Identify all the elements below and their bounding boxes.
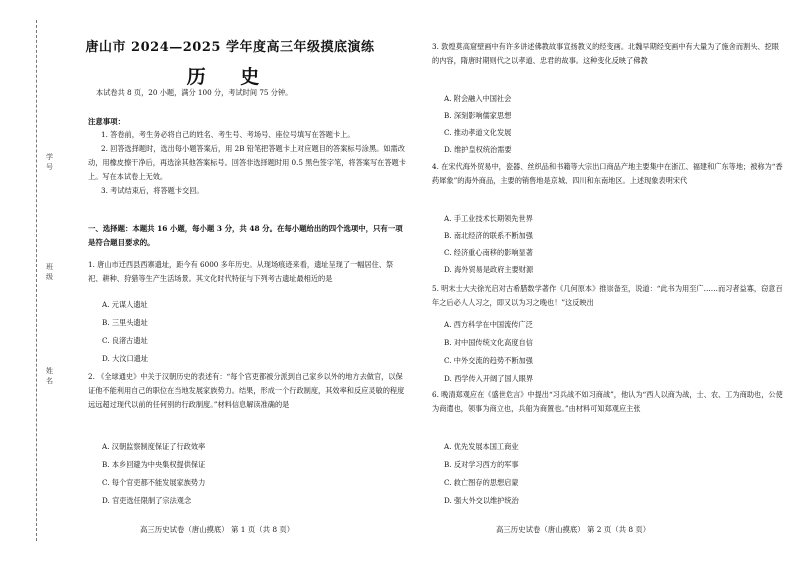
- question-3-option-c: C. 推动孝道文化发展: [444, 128, 512, 137]
- question-3-option-d: D. 维护皇权统治需要: [444, 145, 512, 154]
- question-2-stem: 2. 《全球通史》中关于汉朝历史的表述有：“每个官吏都被分派到自己家乡以外的地方去做官，以保证他不能利用自己的职位在当地发展家族势力。结果，形成一个行政制度，其效率和反应灵敏的程度远远超过现代以前的任何别的行政制度。”材料信息解读准确的是: [88, 372, 405, 409]
- binding-dashed-line: [36, 20, 37, 541]
- notice-heading: 注意事项：: [88, 117, 125, 126]
- question-3-option-b: B. 深刻影响儒家思想: [444, 111, 512, 120]
- question-1-option-b: B. 三里头遗址: [102, 318, 148, 327]
- question-1-option-d: D. 大汶口遗址: [102, 354, 149, 363]
- question-3-stem: 3. 敦煌莫高窟壁画中有许多讲述佛教故事宣扬教义的经变画。北魏早期经变画中有大量为了施舍而割头、挖眼的内容，隋唐时期则代之以孝道、忠君的故事。这种变化反映了佛教: [432, 42, 779, 65]
- page-2: [410, 0, 794, 561]
- exam-title: 唐山市 2024—2025 学年度高三年级摸底演练: [85, 40, 375, 55]
- exam-meta: 本试卷共 8 页，20 小题，满分 100 分，考试时间 75 分钟。: [96, 88, 293, 97]
- question-4-option-a: A. 手工业技术长期领先世界: [444, 214, 533, 223]
- question-2-option-b: B. 本乡回避为中央集权提供保证: [102, 460, 206, 469]
- binding-label-class: 班 级: [46, 263, 53, 281]
- notice-item: 3. 考试结束后，将答题卡交回。: [101, 186, 204, 195]
- question-2-option-c: C. 每个官吏都不能发展家族势力: [102, 478, 206, 487]
- question-5-stem: 5. 明末士大夫徐光启对古希腊数学著作《几何原本》推崇备至，说道：“此书为用至广……而习者益寡，窃意百年之后必人人习之，即又以为习之晚也！”这反映出: [432, 284, 783, 307]
- question-2-option-a: A. 汉朝监察制度保证了行政效率: [102, 442, 206, 451]
- question-3-option-a: A. 附会融入中国社会: [444, 94, 512, 103]
- question-5-option-a: A. 西方科学在中国流传广泛: [444, 320, 533, 329]
- binding-label-name: 姓 名: [46, 367, 53, 385]
- question-5-option-b: B. 对中国传统文化高度自信: [444, 338, 533, 347]
- question-1-option-c: C. 良渚古遗址: [102, 336, 148, 345]
- question-6-option-d: D. 强大外交以维护统治: [444, 496, 519, 505]
- notice-item: 2. 回答选择题时，选出每小题答案后，用 2B 铅笔把答题卡上对应题目的答案标号涂黑。如需改动，用橡皮擦干净后，再选涂其他答案标号。回答非选择题时用 0.5 黑色签字笔，将答案写在答题卡上。写在本试卷上无效。: [88, 144, 406, 181]
- notice-item: 1. 答卷前，考生务必将自己的姓名、考生号、考场号、座位号填写在答题卡上。: [101, 130, 355, 139]
- question-4-option-c: C. 经济重心南移的影响显著: [444, 248, 533, 257]
- question-4-stem: 4. 在宋代海外贸易中，瓷器、丝织品和书籍等大宗出口商品产地主要集中在浙江、福建和广东等地；被称为“香药犀象”的海外商品，主要的销售地是京城、四川和东南地区。上述现象表明宋代: [432, 162, 783, 185]
- binding-label-student-id: 学 号: [46, 153, 53, 171]
- page-2-footer: 高三历史试卷（唐山摸底） 第 2 页（共 8 页）: [496, 525, 651, 534]
- question-1-option-a: A. 元谋人遗址: [102, 300, 148, 309]
- page-1-footer: 高三历史试卷（唐山摸底） 第 1 页（共 8 页）: [140, 525, 295, 534]
- question-2-option-d: D. 官吏选任限制了宗法观念: [102, 496, 192, 505]
- question-4-option-b: B. 南北经济的联系不断加强: [444, 231, 533, 240]
- question-6-option-c: C. 救亡图存的思想启蒙: [444, 478, 519, 487]
- question-6-option-b: B. 反对学习西方的军事: [444, 460, 519, 469]
- question-1-stem: 1. 唐山市迁西县西寨遗址，距今有 6000 多年历史。从现场痕迹来看，遗址呈现了一幅居住、祭祀、耕种、狩猎等生产生活场景。其文化时代特征与下列考古遗址最相近的是: [88, 260, 394, 283]
- section-heading: 一、选择题：本题共 16 小题，每小题 3 分，共 48 分。在每小题给出的四个选项中，只有一项是符合题目要求的。: [88, 224, 403, 247]
- notice-list: [88, 128, 406, 198]
- subject-heading: 历 史: [186, 66, 274, 88]
- question-5-option-c: C. 中外交流的趋势不断加强: [444, 356, 533, 365]
- question-6-stem: 6. 晚清郑观应在《盛世危言》中提出“习兵战不如习商战”，他认为“西人以商为战，士、农、工为商助也，公使为商遣也，领事为商立也，兵船为商置也。”由材料可知郑观应主张: [432, 390, 783, 413]
- question-5-option-d: D. 西学传入开阔了国人眼界: [444, 374, 534, 383]
- question-6-option-a: A. 优先发展本国工商业: [444, 442, 519, 451]
- question-4-option-d: D. 海外贸易是政府主要财源: [444, 265, 534, 274]
- binding-margin: [2, 0, 53, 561]
